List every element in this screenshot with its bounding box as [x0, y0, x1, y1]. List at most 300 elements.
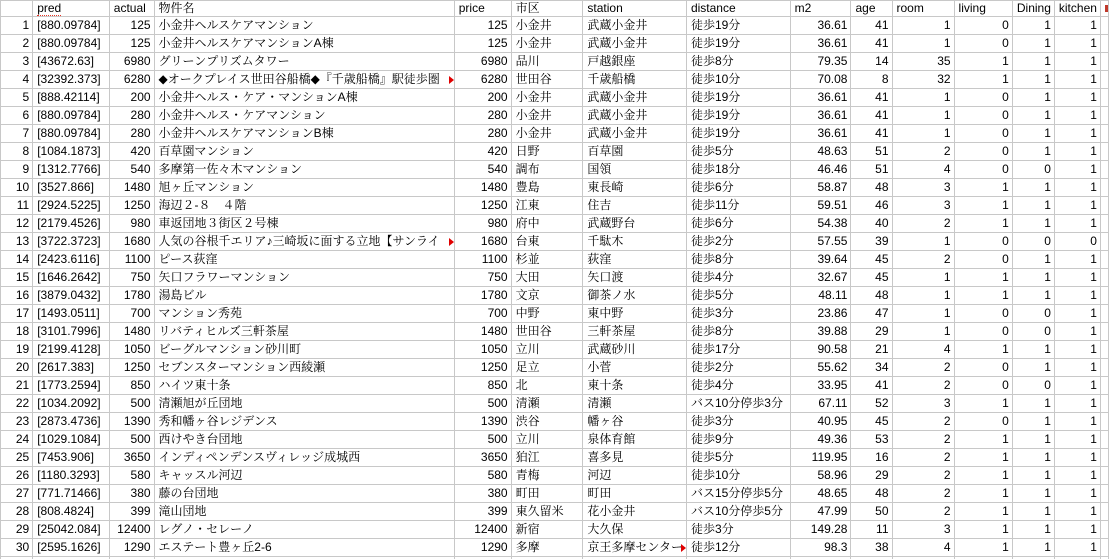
cell-r28-edge[interactable] [1100, 503, 1108, 521]
cell-r16-m2[interactable]: 48.11 [790, 287, 851, 305]
cell-r29-m2[interactable]: 149.28 [790, 521, 851, 539]
cell-r21-pred[interactable]: [1773.2594] [33, 377, 110, 395]
cell-r21-station[interactable]: 東十条 [583, 377, 687, 395]
cell-r11-station[interactable]: 住吉 [583, 197, 687, 215]
cell-r27-city[interactable]: 町田 [511, 485, 583, 503]
cell-r20-price[interactable]: 1250 [454, 359, 511, 377]
cell-r23-name[interactable]: 秀和幡ヶ谷レジデンス [154, 413, 454, 431]
cell-r14-rownum[interactable]: 14 [1, 251, 33, 269]
cell-r3-pred[interactable]: [43672.63] [33, 53, 110, 71]
column-header-age[interactable] [851, 1, 892, 17]
cell-r30-age[interactable]: 38 [851, 539, 892, 557]
cell-r27-distance[interactable]: バス15分停歩5分 [686, 485, 790, 503]
cell-r23-rownum[interactable]: 23 [1, 413, 33, 431]
cell-r13-kitchen[interactable]: 0 [1054, 233, 1100, 251]
cell-r1-m2[interactable]: 36.61 [790, 17, 851, 35]
cell-r4-dining[interactable]: 1 [1012, 71, 1054, 89]
cell-r15-city[interactable]: 大田 [511, 269, 583, 287]
cell-r5-edge[interactable] [1100, 89, 1108, 107]
cell-r19-actual[interactable]: 1050 [109, 341, 154, 359]
cell-r10-age[interactable]: 48 [851, 179, 892, 197]
cell-r4-city[interactable]: 世田谷 [511, 71, 583, 89]
cell-r17-pred[interactable]: [1493.0511] [33, 305, 110, 323]
cell-r24-pred[interactable]: [1029.1084] [33, 431, 110, 449]
cell-r22-dining[interactable]: 1 [1012, 395, 1054, 413]
cell-r19-living[interactable]: 1 [954, 341, 1012, 359]
cell-r10-actual[interactable]: 1480 [109, 179, 154, 197]
cell-r29-pred[interactable]: [25042.084] [33, 521, 110, 539]
cell-r2-name[interactable]: 小金井ヘルスケアマンションA棟 [154, 35, 454, 53]
cell-r26-price[interactable]: 580 [454, 467, 511, 485]
cell-r12-price[interactable]: 980 [454, 215, 511, 233]
cell-r20-pred[interactable]: [2617.383] [33, 359, 110, 377]
cell-r27-living[interactable]: 1 [954, 485, 1012, 503]
cell-r11-city[interactable]: 江東 [511, 197, 583, 215]
cell-r17-age[interactable]: 47 [851, 305, 892, 323]
cell-r27-age[interactable]: 48 [851, 485, 892, 503]
cell-r24-age[interactable]: 53 [851, 431, 892, 449]
cell-r11-distance[interactable]: 徒歩11分 [686, 197, 790, 215]
cell-r4-m2[interactable]: 70.08 [790, 71, 851, 89]
cell-r11-room[interactable]: 3 [892, 197, 954, 215]
cell-r15-kitchen[interactable]: 1 [1054, 269, 1100, 287]
cell-r15-name[interactable]: 矢口フラワーマンション [154, 269, 454, 287]
cell-r4-room[interactable]: 32 [892, 71, 954, 89]
cell-r5-name[interactable]: 小金井ヘルス・ケア・マンションA棟 [154, 89, 454, 107]
cell-r12-actual[interactable]: 980 [109, 215, 154, 233]
cell-r9-rownum[interactable]: 9 [1, 161, 33, 179]
cell-r4-actual[interactable]: 6280 [109, 71, 154, 89]
cell-r19-kitchen[interactable]: 1 [1054, 341, 1100, 359]
cell-r23-kitchen[interactable]: 1 [1054, 413, 1100, 431]
cell-r26-age[interactable]: 29 [851, 467, 892, 485]
cell-r24-kitchen[interactable]: 1 [1054, 431, 1100, 449]
cell-r11-price[interactable]: 1250 [454, 197, 511, 215]
cell-r4-age[interactable]: 8 [851, 71, 892, 89]
cell-r3-rownum[interactable]: 3 [1, 53, 33, 71]
cell-r22-actual[interactable]: 500 [109, 395, 154, 413]
cell-r6-rownum[interactable]: 6 [1, 107, 33, 125]
cell-r14-age[interactable]: 45 [851, 251, 892, 269]
cell-r10-city[interactable]: 豊島 [511, 179, 583, 197]
cell-r3-price[interactable]: 6980 [454, 53, 511, 71]
cell-r16-station[interactable]: 御茶ノ水 [583, 287, 687, 305]
cell-r1-kitchen[interactable]: 1 [1054, 17, 1100, 35]
cell-r16-living[interactable]: 1 [954, 287, 1012, 305]
cell-r7-rownum[interactable]: 7 [1, 125, 33, 143]
cell-r3-edge[interactable] [1100, 53, 1108, 71]
cell-r26-room[interactable]: 2 [892, 467, 954, 485]
cell-r20-station[interactable]: 小菅 [583, 359, 687, 377]
cell-r24-price[interactable]: 500 [454, 431, 511, 449]
cell-r3-station[interactable]: 戸越銀座 [583, 53, 687, 71]
cell-r29-price[interactable]: 12400 [454, 521, 511, 539]
cell-r12-m2[interactable]: 54.38 [790, 215, 851, 233]
cell-r2-city[interactable]: 小金井 [511, 35, 583, 53]
cell-r23-station[interactable]: 幡ヶ谷 [583, 413, 687, 431]
cell-r1-dining[interactable]: 1 [1012, 17, 1054, 35]
cell-r28-name[interactable]: 滝山団地 [154, 503, 454, 521]
cell-r19-station[interactable]: 武蔵砂川 [583, 341, 687, 359]
cell-r1-rownum[interactable]: 1 [1, 17, 33, 35]
cell-r27-kitchen[interactable]: 1 [1054, 485, 1100, 503]
cell-r9-pred[interactable]: [1312.7766] [33, 161, 110, 179]
cell-r28-actual[interactable]: 399 [109, 503, 154, 521]
cell-r18-pred[interactable]: [3101.7996] [33, 323, 110, 341]
cell-r3-distance[interactable]: 徒歩8分 [686, 53, 790, 71]
cell-r21-age[interactable]: 41 [851, 377, 892, 395]
cell-r8-city[interactable]: 日野 [511, 143, 583, 161]
cell-r7-name[interactable]: 小金井ヘルスケアマンションB棟 [154, 125, 454, 143]
cell-r21-kitchen[interactable]: 1 [1054, 377, 1100, 395]
cell-r14-living[interactable]: 0 [954, 251, 1012, 269]
cell-r5-price[interactable]: 200 [454, 89, 511, 107]
cell-r11-living[interactable]: 1 [954, 197, 1012, 215]
cell-r9-edge[interactable] [1100, 161, 1108, 179]
cell-r26-city[interactable]: 青梅 [511, 467, 583, 485]
cell-r26-actual[interactable]: 580 [109, 467, 154, 485]
cell-r3-living[interactable]: 1 [954, 53, 1012, 71]
cell-r16-kitchen[interactable]: 1 [1054, 287, 1100, 305]
cell-r23-m2[interactable]: 40.95 [790, 413, 851, 431]
cell-r5-living[interactable]: 0 [954, 89, 1012, 107]
cell-r20-m2[interactable]: 55.62 [790, 359, 851, 377]
cell-r16-dining[interactable]: 1 [1012, 287, 1054, 305]
cell-r1-price[interactable]: 125 [454, 17, 511, 35]
cell-r30-city[interactable]: 多摩 [511, 539, 583, 557]
column-header-edge[interactable] [1100, 1, 1108, 17]
cell-r30-dining[interactable]: 1 [1012, 539, 1054, 557]
cell-r21-room[interactable]: 2 [892, 377, 954, 395]
cell-r8-rownum[interactable]: 8 [1, 143, 33, 161]
cell-r29-edge[interactable] [1100, 521, 1108, 539]
cell-r17-kitchen[interactable]: 1 [1054, 305, 1100, 323]
cell-r23-dining[interactable]: 1 [1012, 413, 1054, 431]
cell-r16-age[interactable]: 48 [851, 287, 892, 305]
cell-r13-rownum[interactable]: 13 [1, 233, 33, 251]
cell-r18-kitchen[interactable]: 1 [1054, 323, 1100, 341]
cell-r18-dining[interactable]: 0 [1012, 323, 1054, 341]
cell-r11-m2[interactable]: 59.51 [790, 197, 851, 215]
cell-r25-city[interactable]: 狛江 [511, 449, 583, 467]
cell-r10-dining[interactable]: 1 [1012, 179, 1054, 197]
cell-r24-m2[interactable]: 49.36 [790, 431, 851, 449]
cell-r5-kitchen[interactable]: 1 [1054, 89, 1100, 107]
cell-r22-age[interactable]: 52 [851, 395, 892, 413]
cell-r20-actual[interactable]: 1250 [109, 359, 154, 377]
column-header-m2[interactable] [790, 1, 851, 17]
cell-r22-city[interactable]: 清瀬 [511, 395, 583, 413]
cell-r10-edge[interactable] [1100, 179, 1108, 197]
cell-r29-age[interactable]: 11 [851, 521, 892, 539]
cell-r10-room[interactable]: 3 [892, 179, 954, 197]
cell-r30-station[interactable]: 京王多摩センター [583, 539, 687, 557]
cell-r28-city[interactable]: 東久留米 [511, 503, 583, 521]
cell-r11-actual[interactable]: 1250 [109, 197, 154, 215]
cell-r5-city[interactable]: 小金井 [511, 89, 583, 107]
cell-r28-station[interactable]: 花小金井 [583, 503, 687, 521]
cell-r7-m2[interactable]: 36.61 [790, 125, 851, 143]
cell-r29-living[interactable]: 1 [954, 521, 1012, 539]
cell-r5-rownum[interactable]: 5 [1, 89, 33, 107]
cell-r15-room[interactable]: 1 [892, 269, 954, 287]
cell-r29-kitchen[interactable]: 1 [1054, 521, 1100, 539]
cell-r7-age[interactable]: 41 [851, 125, 892, 143]
cell-r24-edge[interactable] [1100, 431, 1108, 449]
cell-r5-age[interactable]: 41 [851, 89, 892, 107]
cell-r2-price[interactable]: 125 [454, 35, 511, 53]
cell-r2-station[interactable]: 武蔵小金井 [583, 35, 687, 53]
cell-r13-name[interactable]: 人気の谷根千エリア♪三崎坂に面する立地【サンライ [154, 233, 454, 251]
cell-r29-name[interactable]: レグノ・セレーノ [154, 521, 454, 539]
cell-r12-rownum[interactable]: 12 [1, 215, 33, 233]
cell-r23-pred[interactable]: [2873.4736] [33, 413, 110, 431]
cell-r15-living[interactable]: 1 [954, 269, 1012, 287]
cell-r4-living[interactable]: 1 [954, 71, 1012, 89]
cell-r30-kitchen[interactable]: 1 [1054, 539, 1100, 557]
cell-r22-living[interactable]: 1 [954, 395, 1012, 413]
cell-r6-edge[interactable] [1100, 107, 1108, 125]
cell-r14-name[interactable]: ピース荻窪 [154, 251, 454, 269]
cell-r5-station[interactable]: 武蔵小金井 [583, 89, 687, 107]
cell-r15-dining[interactable]: 1 [1012, 269, 1054, 287]
cell-r12-station[interactable]: 武蔵野台 [583, 215, 687, 233]
column-header-pred[interactable] [33, 1, 110, 17]
cell-r17-m2[interactable]: 23.86 [790, 305, 851, 323]
cell-r26-distance[interactable]: 徒歩10分 [686, 467, 790, 485]
cell-r5-dining[interactable]: 1 [1012, 89, 1054, 107]
cell-r24-station[interactable]: 泉体育館 [583, 431, 687, 449]
cell-r4-station[interactable]: 千歳船橋 [583, 71, 687, 89]
cell-r6-station[interactable]: 武蔵小金井 [583, 107, 687, 125]
cell-r9-name[interactable]: 多摩第一佐々木マンション [154, 161, 454, 179]
cell-r22-price[interactable]: 500 [454, 395, 511, 413]
cell-r28-kitchen[interactable]: 1 [1054, 503, 1100, 521]
cell-r2-m2[interactable]: 36.61 [790, 35, 851, 53]
cell-r2-actual[interactable]: 125 [109, 35, 154, 53]
cell-r25-pred[interactable]: [7453.906] [33, 449, 110, 467]
cell-r18-name[interactable]: リバティヒルズ三軒茶屋 [154, 323, 454, 341]
cell-r15-distance[interactable]: 徒歩4分 [686, 269, 790, 287]
cell-r25-actual[interactable]: 3650 [109, 449, 154, 467]
cell-r19-room[interactable]: 4 [892, 341, 954, 359]
cell-r7-living[interactable]: 0 [954, 125, 1012, 143]
cell-r21-dining[interactable]: 0 [1012, 377, 1054, 395]
cell-r4-rownum[interactable]: 4 [1, 71, 33, 89]
cell-r28-m2[interactable]: 47.99 [790, 503, 851, 521]
cell-r7-room[interactable]: 1 [892, 125, 954, 143]
cell-r11-name[interactable]: 海辺２-８ ４階 [154, 197, 454, 215]
cell-r9-m2[interactable]: 46.46 [790, 161, 851, 179]
cell-r9-dining[interactable]: 0 [1012, 161, 1054, 179]
cell-r25-living[interactable]: 1 [954, 449, 1012, 467]
cell-r23-age[interactable]: 45 [851, 413, 892, 431]
cell-r8-dining[interactable]: 1 [1012, 143, 1054, 161]
cell-r19-dining[interactable]: 1 [1012, 341, 1054, 359]
cell-r19-m2[interactable]: 90.58 [790, 341, 851, 359]
cell-r2-kitchen[interactable]: 1 [1054, 35, 1100, 53]
cell-r2-living[interactable]: 0 [954, 35, 1012, 53]
cell-r10-m2[interactable]: 58.87 [790, 179, 851, 197]
cell-r22-m2[interactable]: 67.11 [790, 395, 851, 413]
cell-r11-rownum[interactable]: 11 [1, 197, 33, 215]
cell-r16-pred[interactable]: [3879.0432] [33, 287, 110, 305]
cell-r30-name[interactable]: エステート豊ヶ丘2-6 [154, 539, 454, 557]
cell-r3-name[interactable]: グリーンプリズムタワー [154, 53, 454, 71]
cell-r9-city[interactable]: 調布 [511, 161, 583, 179]
cell-r26-dining[interactable]: 1 [1012, 467, 1054, 485]
cell-r16-distance[interactable]: 徒歩5分 [686, 287, 790, 305]
cell-r25-name[interactable]: インディペンデンスヴィレッジ成城西 [154, 449, 454, 467]
cell-r25-distance[interactable]: 徒歩5分 [686, 449, 790, 467]
cell-r28-age[interactable]: 50 [851, 503, 892, 521]
cell-r29-station[interactable]: 大久保 [583, 521, 687, 539]
cell-r2-age[interactable]: 41 [851, 35, 892, 53]
cell-r13-city[interactable]: 台東 [511, 233, 583, 251]
cell-r7-dining[interactable]: 1 [1012, 125, 1054, 143]
cell-r4-name[interactable]: ◆オークプレイス世田谷船橋◆『千歳船橋』駅徒歩圏 [154, 71, 454, 89]
cell-r10-name[interactable]: 旭ヶ丘マンション [154, 179, 454, 197]
cell-r22-pred[interactable]: [1034.2092] [33, 395, 110, 413]
cell-r2-edge[interactable] [1100, 35, 1108, 53]
cell-r25-station[interactable]: 喜多見 [583, 449, 687, 467]
column-header-city[interactable] [511, 1, 583, 17]
cell-r26-name[interactable]: キャッスル河辺 [154, 467, 454, 485]
cell-r27-actual[interactable]: 380 [109, 485, 154, 503]
cell-r30-distance[interactable]: 徒歩12分 [686, 539, 790, 557]
cell-r26-station[interactable]: 河辺 [583, 467, 687, 485]
cell-r23-city[interactable]: 渋谷 [511, 413, 583, 431]
cell-r12-living[interactable]: 1 [954, 215, 1012, 233]
cell-r21-name[interactable]: ハイツ東十条 [154, 377, 454, 395]
cell-r24-rownum[interactable]: 24 [1, 431, 33, 449]
cell-r21-distance[interactable]: 徒歩4分 [686, 377, 790, 395]
cell-r1-living[interactable]: 0 [954, 17, 1012, 35]
cell-r29-room[interactable]: 3 [892, 521, 954, 539]
cell-r7-pred[interactable]: [880.09784] [33, 125, 110, 143]
cell-r23-living[interactable]: 0 [954, 413, 1012, 431]
cell-r17-price[interactable]: 700 [454, 305, 511, 323]
cell-r30-living[interactable]: 1 [954, 539, 1012, 557]
column-header-actual[interactable] [109, 1, 154, 17]
cell-r20-dining[interactable]: 1 [1012, 359, 1054, 377]
cell-r25-room[interactable]: 2 [892, 449, 954, 467]
cell-r17-name[interactable]: マンション秀苑 [154, 305, 454, 323]
cell-r25-price[interactable]: 3650 [454, 449, 511, 467]
cell-r27-price[interactable]: 380 [454, 485, 511, 503]
cell-r14-room[interactable]: 2 [892, 251, 954, 269]
cell-r26-m2[interactable]: 58.96 [790, 467, 851, 485]
cell-r9-actual[interactable]: 540 [109, 161, 154, 179]
cell-r24-living[interactable]: 1 [954, 431, 1012, 449]
cell-r4-edge[interactable] [1100, 71, 1108, 89]
cell-r18-actual[interactable]: 1480 [109, 323, 154, 341]
cell-r24-name[interactable]: 西けやき台団地 [154, 431, 454, 449]
cell-r13-m2[interactable]: 57.55 [790, 233, 851, 251]
cell-r15-pred[interactable]: [1646.2642] [33, 269, 110, 287]
cell-r11-dining[interactable]: 1 [1012, 197, 1054, 215]
cell-r8-distance[interactable]: 徒歩5分 [686, 143, 790, 161]
cell-r9-price[interactable]: 540 [454, 161, 511, 179]
cell-r7-actual[interactable]: 280 [109, 125, 154, 143]
cell-r17-rownum[interactable]: 17 [1, 305, 33, 323]
cell-r4-kitchen[interactable]: 1 [1054, 71, 1100, 89]
cell-r4-distance[interactable]: 徒歩10分 [686, 71, 790, 89]
cell-r8-m2[interactable]: 48.63 [790, 143, 851, 161]
cell-r20-rownum[interactable]: 20 [1, 359, 33, 377]
cell-r26-edge[interactable] [1100, 467, 1108, 485]
cell-r12-edge[interactable] [1100, 215, 1108, 233]
cell-r16-room[interactable]: 1 [892, 287, 954, 305]
cell-r1-actual[interactable]: 125 [109, 17, 154, 35]
cell-r10-pred[interactable]: [3527.866] [33, 179, 110, 197]
cell-r17-city[interactable]: 中野 [511, 305, 583, 323]
cell-r19-city[interactable]: 立川 [511, 341, 583, 359]
cell-r18-rownum[interactable]: 18 [1, 323, 33, 341]
cell-r25-age[interactable]: 16 [851, 449, 892, 467]
cell-r15-edge[interactable] [1100, 269, 1108, 287]
cell-r16-city[interactable]: 文京 [511, 287, 583, 305]
cell-r27-rownum[interactable]: 27 [1, 485, 33, 503]
cell-r19-name[interactable]: ビーグルマンション砂川町 [154, 341, 454, 359]
cell-r16-edge[interactable] [1100, 287, 1108, 305]
cell-r6-age[interactable]: 41 [851, 107, 892, 125]
cell-r26-living[interactable]: 1 [954, 467, 1012, 485]
cell-r20-city[interactable]: 足立 [511, 359, 583, 377]
cell-r28-room[interactable]: 2 [892, 503, 954, 521]
cell-r13-living[interactable]: 0 [954, 233, 1012, 251]
cell-r2-room[interactable]: 1 [892, 35, 954, 53]
cell-r23-distance[interactable]: 徒歩3分 [686, 413, 790, 431]
cell-r7-price[interactable]: 280 [454, 125, 511, 143]
cell-r5-actual[interactable]: 200 [109, 89, 154, 107]
cell-r4-price[interactable]: 6280 [454, 71, 511, 89]
cell-r28-pred[interactable]: [808.4824] [33, 503, 110, 521]
cell-r14-m2[interactable]: 39.64 [790, 251, 851, 269]
cell-r27-pred[interactable]: [771.71466] [33, 485, 110, 503]
cell-r30-rownum[interactable]: 30 [1, 539, 33, 557]
cell-r16-actual[interactable]: 1780 [109, 287, 154, 305]
cell-r28-distance[interactable]: バス10分停歩5分 [686, 503, 790, 521]
cell-r1-city[interactable]: 小金井 [511, 17, 583, 35]
cell-r4-pred[interactable]: [32392.373] [33, 71, 110, 89]
cell-r23-room[interactable]: 2 [892, 413, 954, 431]
cell-r15-m2[interactable]: 32.67 [790, 269, 851, 287]
cell-r19-age[interactable]: 21 [851, 341, 892, 359]
cell-r14-distance[interactable]: 徒歩8分 [686, 251, 790, 269]
cell-r22-rownum[interactable]: 22 [1, 395, 33, 413]
cell-r8-edge[interactable] [1100, 143, 1108, 161]
cell-r22-edge[interactable] [1100, 395, 1108, 413]
cell-r10-price[interactable]: 1480 [454, 179, 511, 197]
cell-r26-pred[interactable]: [1180.3293] [33, 467, 110, 485]
cell-r5-room[interactable]: 1 [892, 89, 954, 107]
cell-r19-pred[interactable]: [2199.4128] [33, 341, 110, 359]
cell-r22-room[interactable]: 3 [892, 395, 954, 413]
cell-r12-distance[interactable]: 徒歩6分 [686, 215, 790, 233]
cell-r1-age[interactable]: 41 [851, 17, 892, 35]
cell-r18-room[interactable]: 1 [892, 323, 954, 341]
cell-r8-living[interactable]: 0 [954, 143, 1012, 161]
cell-r21-m2[interactable]: 33.95 [790, 377, 851, 395]
cell-r9-kitchen[interactable]: 1 [1054, 161, 1100, 179]
cell-r30-pred[interactable]: [2595.1626] [33, 539, 110, 557]
cell-r6-distance[interactable]: 徒歩19分 [686, 107, 790, 125]
cell-r17-edge[interactable] [1100, 305, 1108, 323]
cell-r9-distance[interactable]: 徒歩18分 [686, 161, 790, 179]
cell-r17-distance[interactable]: 徒歩3分 [686, 305, 790, 323]
cell-r6-name[interactable]: 小金井ヘルス・ケアマンション [154, 107, 454, 125]
